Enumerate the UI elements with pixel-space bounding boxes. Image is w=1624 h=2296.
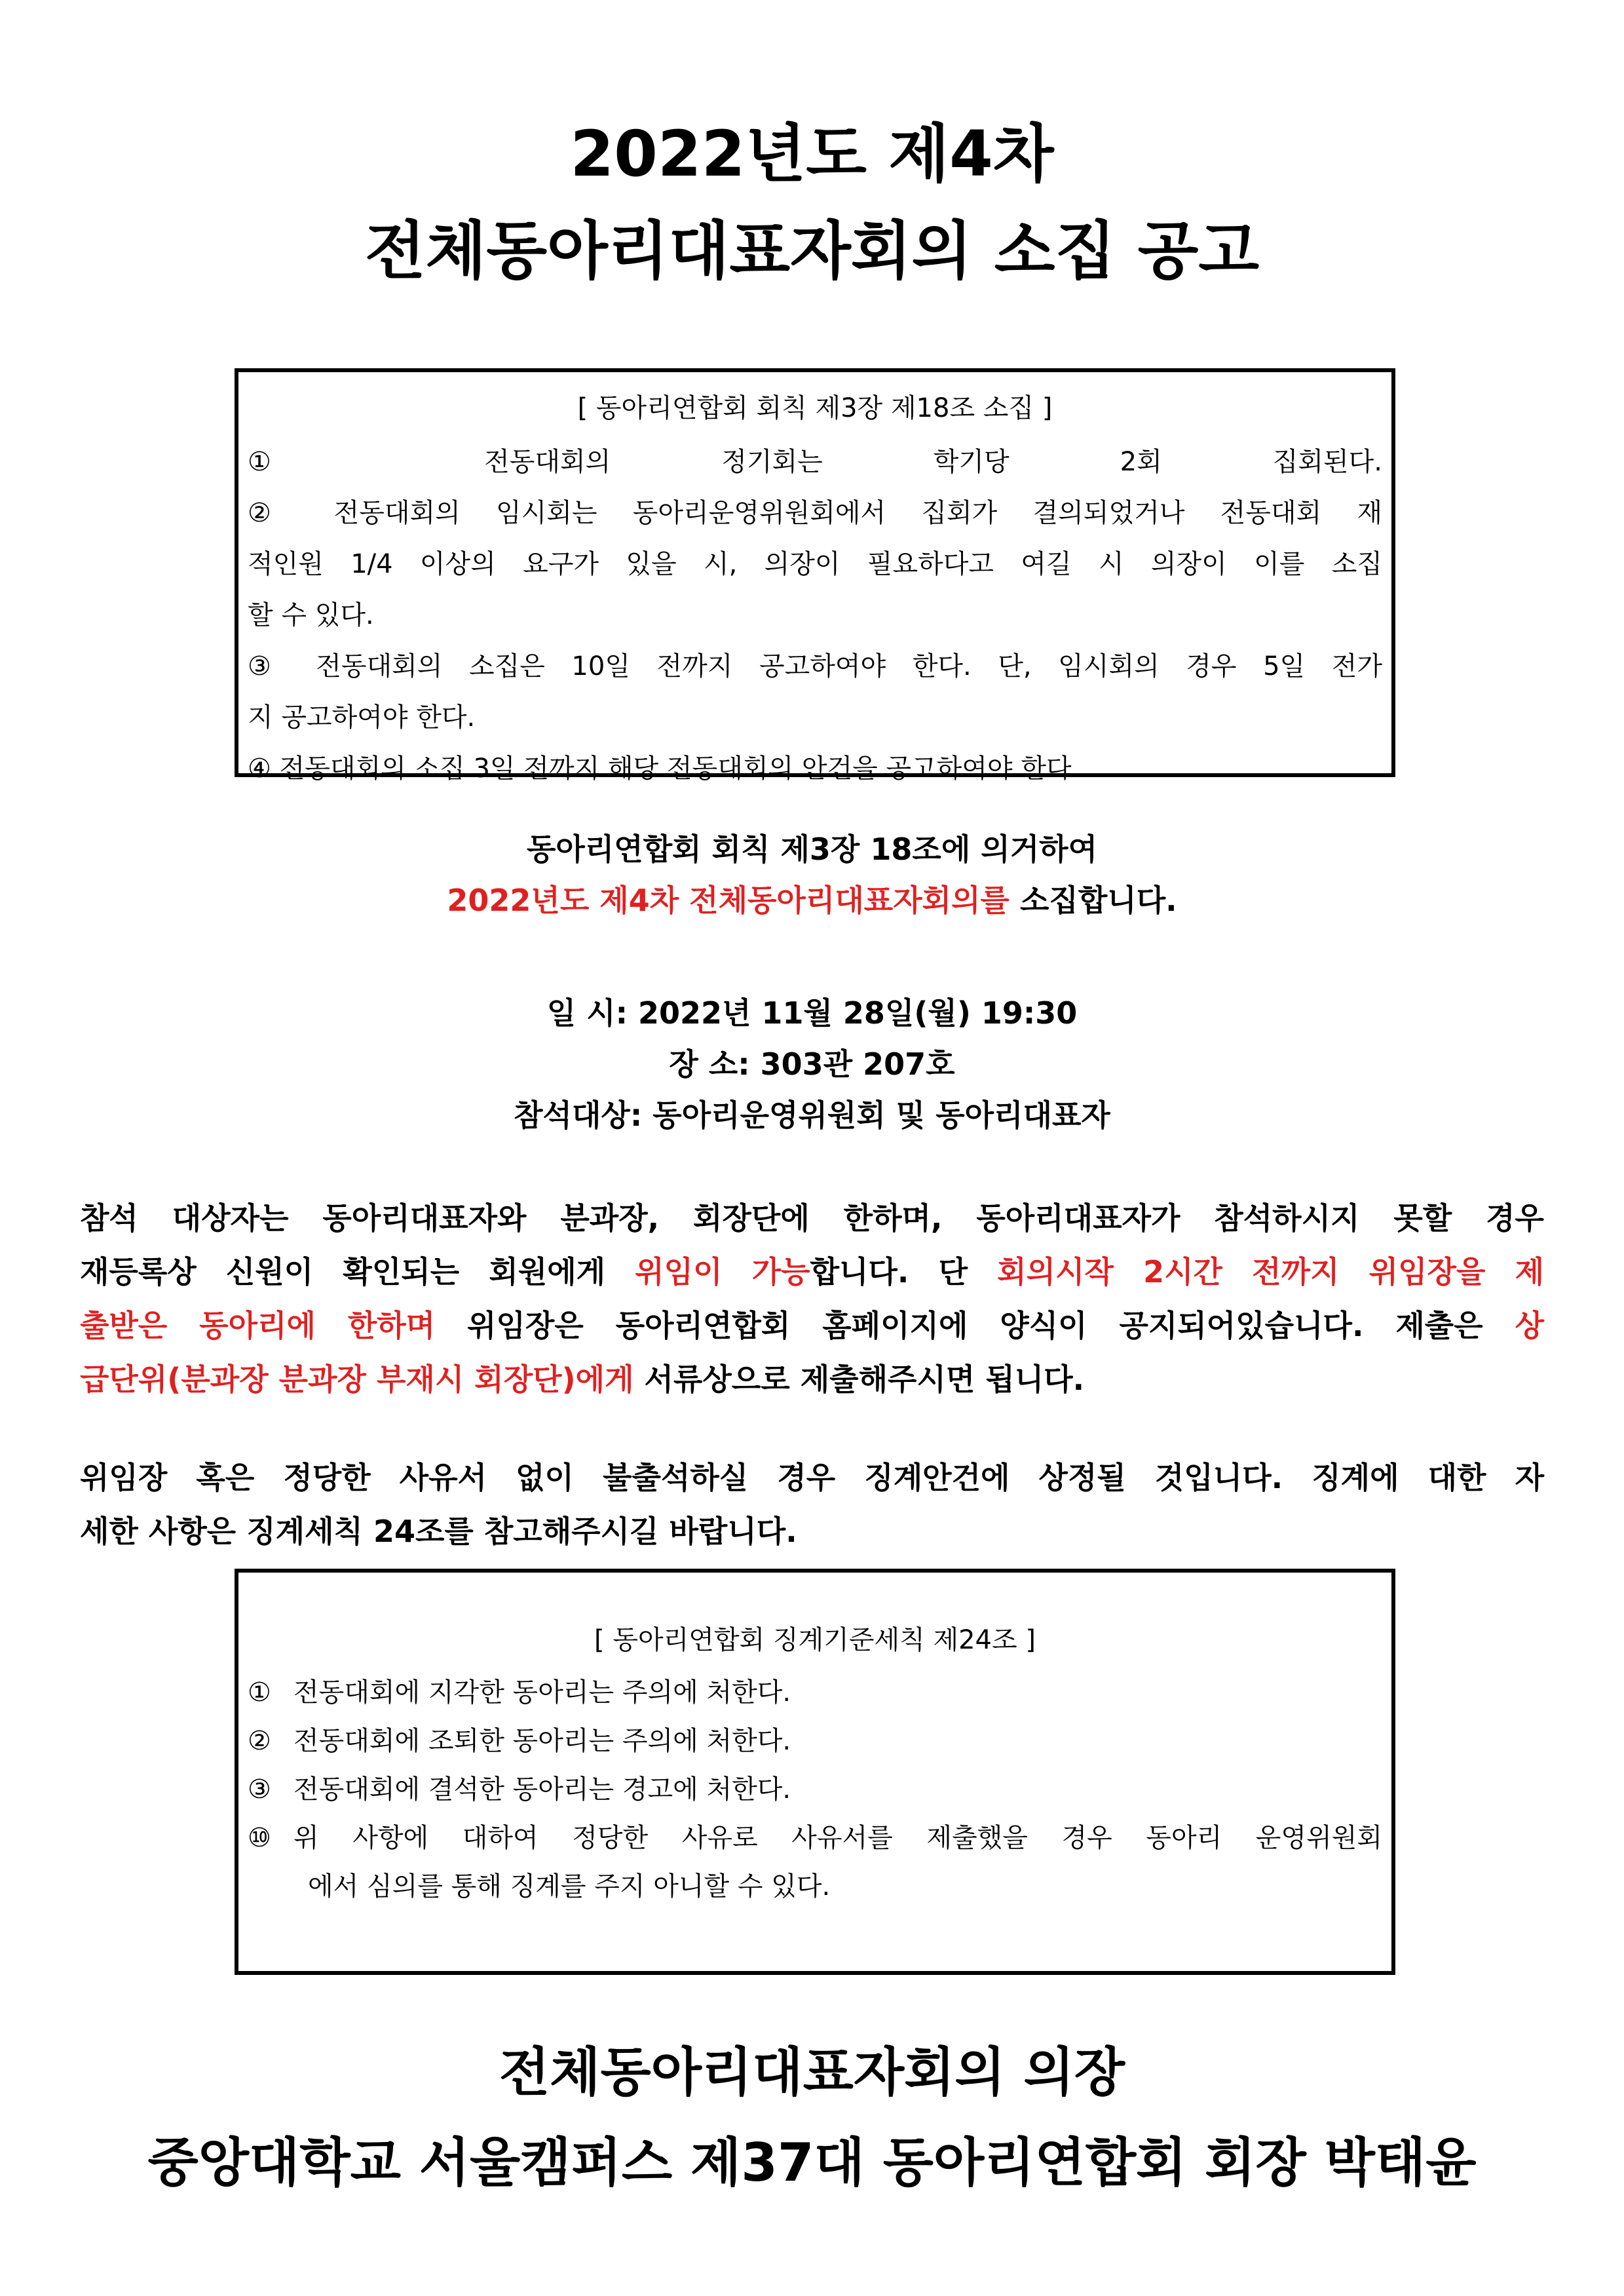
bylaw-line: ① 전동대회의 정기회는 학기당 2회 집회된다. [248, 447, 1382, 477]
paragraph-line: 세한 사항은 징계세칙 24조를 참고해주시길 바랍니다. [80, 1514, 797, 1549]
title-line-1: 2022년도 제4차 [570, 117, 1054, 191]
meeting-place: 장 소: 303관 207호 [669, 1046, 955, 1082]
discipline-item [248, 1668, 1382, 1717]
text-run: 위임장은 동아리연합회 홈페이지에 양식이 공지되어있습니다. 제출은 [435, 1308, 1515, 1343]
title-line-2: 전체동아리대표자회의 소집 공고 [364, 214, 1260, 288]
bylaw-line: 적인원 1/4 이상의 요구가 있을 시, 의장이 필요하다고 여길 시 의장이 이를 소집 [248, 549, 1382, 579]
item-text: 전동대회에 조퇴한 동아리는 주의에 처한다. [293, 1726, 791, 1756]
paragraph-line [80, 1245, 1544, 1299]
bylaw-box-header: [ 동아리연합회 회칙 제3장 제18조 소집 ] [577, 393, 1053, 423]
text-run: 합니다. 단 [810, 1254, 998, 1290]
paragraph-line [80, 1299, 1544, 1352]
paragraph-line [80, 1352, 1544, 1406]
discipline-item [248, 1765, 1382, 1814]
bylaw-line: ② 전동대회의 임시회는 동아리운영위원회에서 집회가 결의되었거나 전동대회 재 [248, 498, 1382, 528]
item-number: ③ [248, 1774, 271, 1805]
discipline-paragraph [80, 1451, 1544, 1558]
item-text: 전동대회에 지각한 동아리는 주의에 처한다. [293, 1677, 791, 1708]
discipline-box-header: [ 동아리연합회 징계기준세칙 제24조 ] [594, 1625, 1036, 1655]
meeting-attendees: 참석대상: 동아리운영위원회 및 동아리대표자 [514, 1098, 1110, 1133]
delegation-paragraph [80, 1191, 1544, 1406]
signature-title: 전체동아리대표자회의 의장 [499, 2042, 1125, 2103]
announce-rest: 소집합니다. [1009, 883, 1177, 918]
highlight-run: 위임이 가능 [635, 1254, 810, 1290]
discipline-box-article-24 [235, 1569, 1395, 1975]
signature-name: 중앙대학교 서울캠퍼스 제37대 동아리연합회 회장 박태윤 [147, 2132, 1477, 2193]
item-text: 전동대회에 결석한 동아리는 경고에 처한다. [293, 1774, 791, 1805]
discipline-item [248, 1717, 1382, 1765]
discipline-item-continuation: 에서 심의를 통해 징계를 주지 아니할 수 있다. [308, 1871, 831, 1902]
bylaw-line: ③ 전동대회의 소집은 10일 전까지 공고하여야 한다. 단, 임시회의 경우 5일 전가 [248, 651, 1382, 681]
highlight-run: 출받은 동아리에 한하며 [80, 1308, 436, 1343]
meeting-datetime: 일 시: 2022년 11월 28일(월) 19:30 [546, 995, 1078, 1031]
item-number: ⑩ [248, 1823, 271, 1853]
discipline-item [248, 1814, 1382, 1862]
bylaw-box-article-18 [235, 368, 1395, 784]
announce-line-2 [0, 875, 1624, 925]
announce-line-1: 동아리연합회 회칙 제3장 18조에 의거하여 [526, 832, 1098, 867]
text-run: 서류상으로 제출해주시면 됩니다. [633, 1362, 1085, 1397]
text-run: 재등록상 신원이 확인되는 회원에게 [80, 1254, 635, 1290]
item-text: 위 사항에 대하여 정당한 사유로 사유서를 제출했을 경우 동아리 운영위원회 [293, 1823, 1382, 1853]
highlight-run: 상 [1515, 1308, 1544, 1343]
item-number: ② [248, 1726, 271, 1756]
paragraph-line: 위임장 혹은 정당한 사유서 없이 불출석하실 경우 징계안건에 상정될 것입니다. 징계에 대한 자 [80, 1460, 1544, 1495]
bylaw-line: 할 수 있다. [248, 600, 374, 630]
bylaw-line: 지 공고하여야 한다. [248, 702, 476, 733]
announce-highlight: 2022년도 제4차 전체동아리대표자회의를 [447, 883, 1010, 918]
highlight-run: 급단위(분과장 분과장 부재시 회장단)에게 [80, 1362, 634, 1397]
bylaw-line: ④ 전동대회의 소집 3일 전까지 해당 전동대회의 안건을 공고하여야 한다. [248, 754, 1080, 784]
item-number: ① [248, 1677, 271, 1708]
highlight-run: 회의시작 2시간 전까지 위임장을 제 [997, 1254, 1544, 1290]
paragraph-line: 참석 대상자는 동아리대표자와 분과장, 회장단에 한하며, 동아리대표자가 참석하시지 못할 경우 [80, 1200, 1544, 1236]
